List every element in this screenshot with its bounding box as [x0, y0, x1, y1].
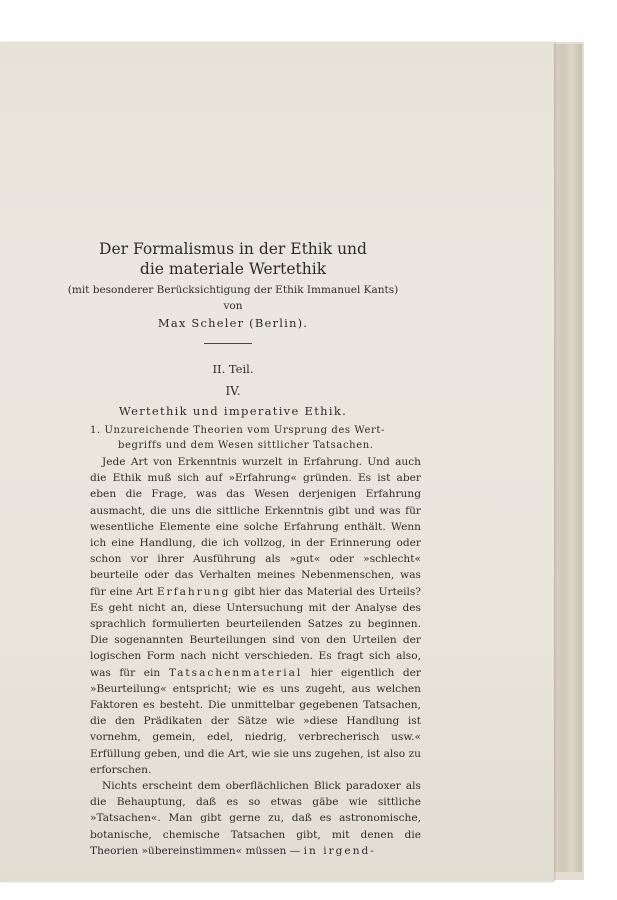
author-name: Max Scheler (Berlin). — [157, 316, 309, 330]
paragraph-1 — [90, 454, 421, 778]
title-line-1: Der Formalismus in der Ethik und — [99, 240, 367, 258]
divider-rule — [204, 343, 252, 344]
paragraph-2-text-a: Nichts erscheint dem oberflächlichen Blick paradoxer als die Behauptung, daß es so etwas gäbe wie sittliche »Tatsachen«. Man gibt gerne zu, daß es astronomische, botanische, chemische Tatsachen gibt, mit denen die Theorien »übereinstimmen« müssen — — [90, 780, 421, 857]
body-text — [90, 454, 421, 859]
paragraph-1-text-e: hier eigentlich der »Beurteilung« entspricht; wie es uns zugeht, aus welchen Faktoren es besteht. Die unmittelbar gegebenen Tatsachen, die den Prädikaten der Sätze wie »diese Handlung ist vornehm, gemein, edel, niedrig, verbrecherisch usw.« Erfüllung geben, und die Art, wie sie uns zugehen, ist also zu erforschen. — [90, 666, 421, 776]
subsection-heading — [90, 423, 420, 453]
emphasis-in-irgend: in irgend- — [303, 844, 376, 857]
chapter-numeral: IV. — [225, 384, 241, 398]
paragraph-1-text-c: gibt hier das Material des Urteils? Es geht nicht an, diese Untersuchung mit der Analyse des sprachlich formulierten beurteilenden Satzes zu beginnen. Die sogenannten Beurteilungen sind von den Urteilen der logischen Form nach nicht verschieden. Es fragt sich also, was für ein — [90, 585, 421, 679]
part-heading: II. Teil. — [212, 362, 254, 376]
emphasis-tatsachenmaterial: Tatsachenmaterial — [168, 666, 303, 679]
section-heading: Wertethik und imperative Ethik. — [118, 404, 348, 418]
book-page — [0, 42, 554, 882]
subsection-line-1: 1. Unzureichende Theorien vom Ursprung des Wert- — [90, 425, 385, 436]
paragraph-2 — [90, 778, 421, 859]
subtitle: (mit besonderer Berücksichtigung der Ethik Immanuel Kants) — [67, 284, 399, 296]
byline-von: von — [223, 300, 243, 312]
paragraph-1-text-a: Jede Art von Erkenntnis wurzelt in Erfahrung. Und auch die Ethik muß sich auf »Erfahrung« gründen. Es ist aber eben die Frage, was das Wesen derjenigen Erfahrung ausmacht, die uns die sittliche Erkenntnis gibt und was für wesentliche Elemente eine solche Erfahrung enthält. Wenn ich eine Handlung, die ich vollzog, in der Erinnerung oder schon vor ihrer Ausführung als »gut« oder »schlecht« beurteile oder das Verhalten meines Nebenmenschen, was für eine Art — [90, 456, 421, 598]
subsection-line-2: begriffs und dem Wesen sittlicher Tatsachen. — [118, 440, 374, 451]
title-line-2: die materiale Wertethik — [139, 260, 327, 278]
emphasis-erfahrung: Erfahrung — [156, 585, 231, 598]
